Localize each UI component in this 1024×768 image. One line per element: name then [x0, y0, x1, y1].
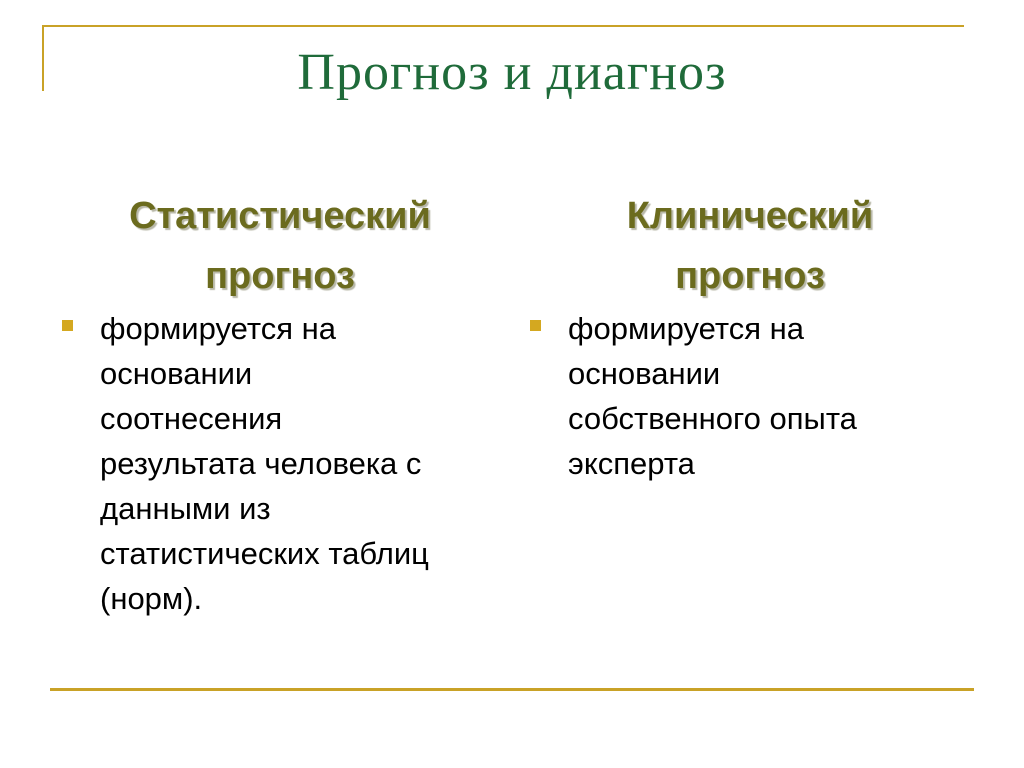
column-heading-statistical: [70, 186, 490, 306]
column-heading-line: прогноз: [205, 255, 355, 297]
bullet-line: статистических таблиц: [100, 536, 429, 571]
bullet-line: собственного опыта: [568, 401, 857, 436]
column-heading-clinical: [540, 186, 960, 306]
frame-bottom-line: [50, 688, 974, 691]
bullet-line: данными из: [100, 491, 271, 526]
bullet-line: соотнесения: [100, 401, 283, 436]
bullet-text: [100, 306, 502, 621]
column-heading-line: Клинический: [626, 195, 874, 237]
bullet-line: формируется на: [568, 311, 804, 346]
square-bullet-icon: [530, 320, 541, 331]
column-heading-line: Статистический: [129, 195, 431, 237]
frame-top-line: [42, 25, 964, 27]
bullet-line: (норм).: [100, 581, 203, 616]
bullet-line: эксперта: [568, 446, 695, 481]
bullet-line: результата человека с: [100, 446, 422, 481]
bullet-statistical: [62, 306, 502, 621]
bullet-line: формируется на: [100, 311, 336, 346]
bullet-clinical: [530, 306, 970, 486]
bullet-text: [568, 306, 970, 486]
slide-title: Прогноз и диагноз: [297, 44, 727, 101]
bullet-line: основании: [100, 356, 253, 391]
bullet-line: основании: [568, 356, 721, 391]
square-bullet-icon: [62, 320, 73, 331]
column-heading-line: прогноз: [675, 255, 825, 297]
